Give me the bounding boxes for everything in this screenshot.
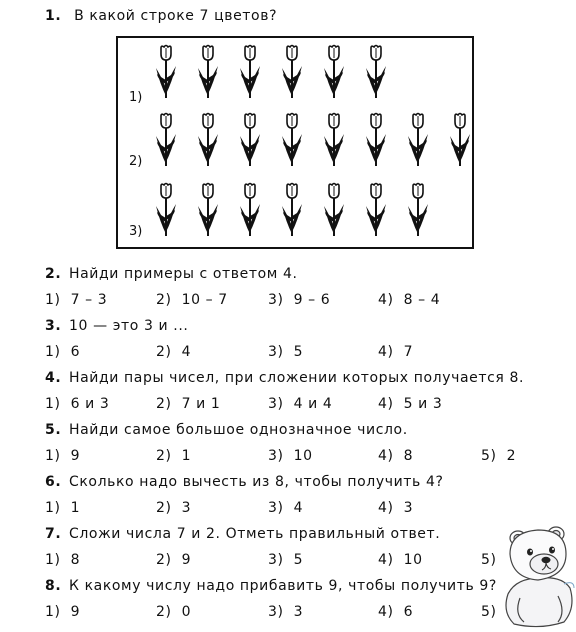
answer-option[interactable]	[378, 344, 413, 360]
question-text: Сколько надо вычесть из 8, чтобы получить 4?	[69, 474, 444, 490]
tulip-icon	[236, 182, 264, 238]
option-label: 4)	[378, 604, 394, 620]
answer-option[interactable]	[268, 552, 303, 568]
option-value: 10	[403, 552, 423, 568]
tulip-icon	[152, 44, 180, 100]
option-value: 9	[70, 448, 81, 464]
question-number: 2.	[45, 266, 62, 282]
question-4	[45, 370, 524, 386]
answer-option[interactable]	[156, 344, 191, 360]
tulip-icon	[362, 182, 390, 238]
answer-option[interactable]	[378, 552, 423, 568]
tulip-icon	[320, 44, 348, 100]
option-value: 5	[293, 344, 304, 360]
option-label: 4)	[378, 500, 394, 516]
tulip-icon	[194, 182, 222, 238]
question-number: 1.	[45, 8, 62, 24]
option-label: 1)	[45, 604, 61, 620]
answer-option[interactable]	[45, 552, 80, 568]
option-value: 9 – 6	[293, 292, 331, 308]
tulip-icon	[236, 112, 264, 168]
option-value: 1	[70, 500, 81, 516]
row-label-2: 2)	[129, 154, 143, 169]
answer-option[interactable]	[268, 292, 330, 308]
option-label: 2)	[156, 344, 172, 360]
question-text: Сложи числа 7 и 2. Отметь правильный ответ.	[69, 526, 441, 542]
option-label: 2)	[156, 292, 172, 308]
answer-option[interactable]	[45, 604, 80, 620]
flower-rows-box	[116, 36, 474, 249]
option-label: 4)	[378, 552, 394, 568]
question-1	[45, 8, 277, 24]
option-label: 5)	[481, 604, 497, 620]
option-value: 2	[506, 448, 517, 464]
answer-option[interactable]	[45, 292, 107, 308]
answer-option[interactable]	[45, 500, 80, 516]
option-value: 9	[70, 604, 81, 620]
option-label: 2)	[156, 604, 172, 620]
option-value: 1	[181, 448, 192, 464]
option-value: 3	[181, 500, 192, 516]
option-value: 9	[181, 552, 192, 568]
question-2	[45, 266, 298, 282]
option-label: 3)	[268, 500, 284, 516]
tulip-icon	[362, 112, 390, 168]
option-label: 4)	[378, 344, 394, 360]
row-label-1: 1)	[129, 90, 143, 105]
tulip-icon	[320, 112, 348, 168]
tulip-icon	[362, 44, 390, 100]
option-label: 1)	[45, 448, 61, 464]
option-label: 3)	[268, 448, 284, 464]
answer-option[interactable]	[378, 500, 413, 516]
tulip-icon	[320, 182, 348, 238]
answer-option[interactable]	[268, 448, 313, 464]
option-value: 6 и 3	[70, 396, 110, 412]
option-label: 1)	[45, 396, 61, 412]
question-6	[45, 474, 444, 490]
question-text: Найди пары чисел, при сложении которых получается 8.	[69, 370, 525, 386]
answer-option[interactable]	[156, 396, 220, 412]
option-value: 4	[181, 344, 192, 360]
option-value: 8 – 4	[403, 292, 441, 308]
answer-option[interactable]	[378, 604, 413, 620]
answer-option[interactable]	[268, 344, 303, 360]
question-8	[45, 578, 497, 594]
question-text: 10 — это 3 и ...	[69, 318, 189, 334]
option-label: 1)	[45, 552, 61, 568]
question-text: В какой строке 7 цветов?	[74, 8, 278, 24]
option-value: 0	[181, 604, 192, 620]
question-number: 3.	[45, 318, 62, 334]
option-label: 2)	[156, 500, 172, 516]
row-label-3: 3)	[129, 224, 143, 239]
answer-option[interactable]	[156, 604, 191, 620]
option-value: 5	[293, 552, 304, 568]
tulip-icon	[278, 112, 306, 168]
option-label: 2)	[156, 448, 172, 464]
answer-option[interactable]	[156, 292, 228, 308]
question-number: 7.	[45, 526, 62, 542]
answer-option[interactable]	[268, 396, 332, 412]
option-value: 7 – 3	[70, 292, 108, 308]
question-5	[45, 422, 408, 438]
option-value: 3	[293, 604, 304, 620]
tulip-icon	[194, 112, 222, 168]
option-label: 5)	[481, 552, 497, 568]
tulip-icon	[278, 44, 306, 100]
answer-option[interactable]	[378, 292, 440, 308]
tulip-icon	[152, 182, 180, 238]
option-value: 5 и 3	[403, 396, 443, 412]
question-number: 8.	[45, 578, 62, 594]
tulip-icon	[446, 112, 474, 168]
option-value: 7	[403, 344, 414, 360]
option-label: 1)	[45, 344, 61, 360]
option-value: 7 и 1	[181, 396, 221, 412]
option-label: 3)	[268, 292, 284, 308]
option-label: 3)	[268, 344, 284, 360]
option-label: 4)	[378, 292, 394, 308]
option-label: 4)	[378, 448, 394, 464]
question-3	[45, 318, 188, 334]
option-value: 3	[403, 500, 414, 516]
answer-option[interactable]	[481, 448, 516, 464]
answer-option[interactable]	[156, 500, 191, 516]
option-value: 8	[70, 552, 81, 568]
answer-option[interactable]	[45, 396, 109, 412]
tulip-icon	[194, 44, 222, 100]
option-label: 3)	[268, 552, 284, 568]
option-value: 10	[293, 448, 313, 464]
tulip-icon	[236, 44, 264, 100]
option-value: 10 – 7	[181, 292, 228, 308]
question-text: К какому числу надо прибавить 9, чтобы получить 9?	[69, 578, 497, 594]
option-label: 5)	[481, 448, 497, 464]
answer-option[interactable]	[156, 552, 191, 568]
answer-option[interactable]	[378, 448, 413, 464]
answer-option[interactable]	[268, 500, 303, 516]
answer-option[interactable]	[45, 344, 80, 360]
question-number: 4.	[45, 370, 62, 386]
option-label: 1)	[45, 292, 61, 308]
option-value: 6	[403, 604, 414, 620]
tulip-icon	[404, 182, 432, 238]
polar-bear-icon	[500, 524, 576, 628]
answer-option[interactable]	[156, 448, 191, 464]
option-label: 3)	[268, 396, 284, 412]
option-label: 2)	[156, 396, 172, 412]
option-value: 6	[70, 344, 81, 360]
option-label: 1)	[45, 500, 61, 516]
option-value: 8	[403, 448, 414, 464]
tulip-icon	[278, 182, 306, 238]
option-label: 3)	[268, 604, 284, 620]
option-label: 4)	[378, 396, 394, 412]
answer-option[interactable]	[378, 396, 442, 412]
question-7	[45, 526, 440, 542]
question-text: Найди самое большое однозначное число.	[69, 422, 408, 438]
answer-option[interactable]	[268, 604, 303, 620]
answer-option[interactable]	[45, 448, 80, 464]
option-label: 2)	[156, 552, 172, 568]
option-value: 4	[293, 500, 304, 516]
option-value: 4 и 4	[293, 396, 333, 412]
tulip-icon	[152, 112, 180, 168]
question-number: 5.	[45, 422, 62, 438]
question-text: Найди примеры с ответом 4.	[69, 266, 298, 282]
question-number: 6.	[45, 474, 62, 490]
tulip-icon	[404, 112, 432, 168]
